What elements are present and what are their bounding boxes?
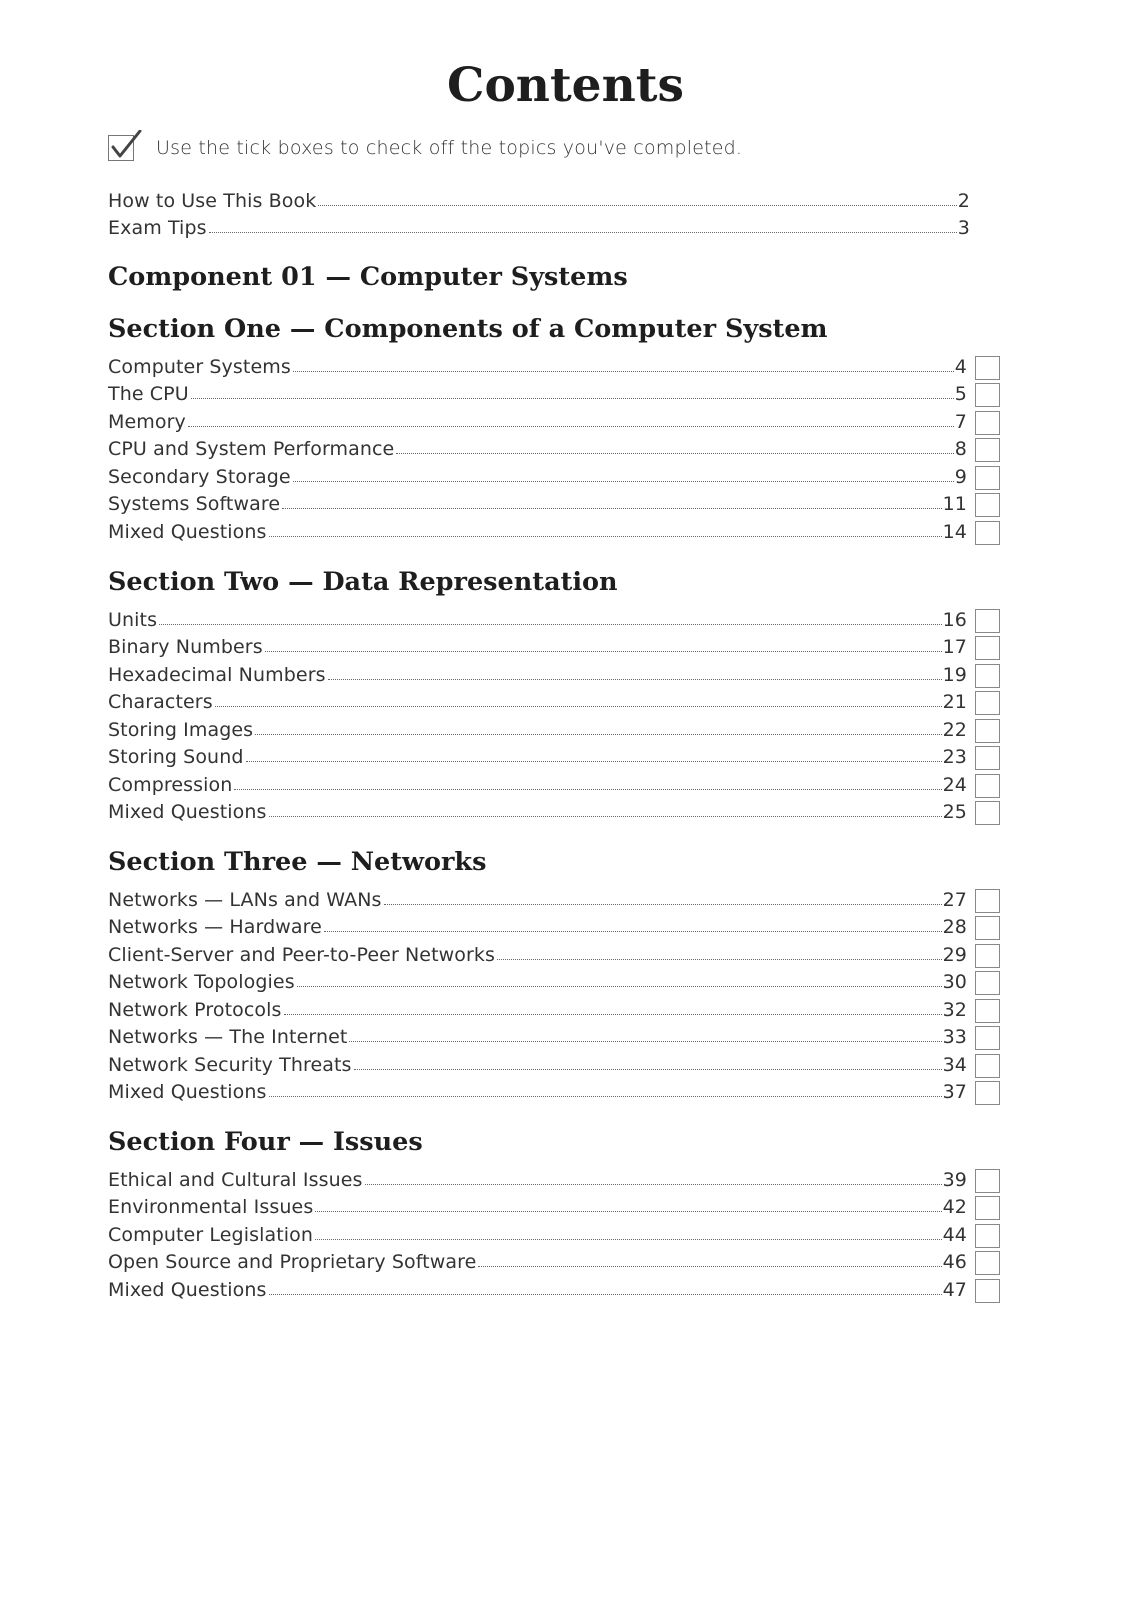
checkbox-icon[interactable] <box>975 944 1000 968</box>
toc-entry-label: Characters <box>108 691 213 713</box>
checkbox-icon[interactable] <box>975 356 1000 380</box>
toc-entry-label: Mixed Questions <box>108 1081 267 1103</box>
dot-leader <box>293 480 954 482</box>
toc-entry-label: How to Use This Book <box>108 189 317 212</box>
dot-leader <box>297 985 942 987</box>
toc-entry <box>108 212 970 240</box>
toc-entry-page: 37 <box>942 1081 967 1103</box>
component-heading: Component 01 — Computer Systems <box>108 262 628 292</box>
toc-entry-label: CPU and System Performance <box>108 438 395 460</box>
toc-entry-page: 32 <box>942 998 967 1021</box>
dot-leader <box>191 397 954 399</box>
toc-entry <box>108 966 1000 994</box>
toc-entry <box>108 1191 1000 1219</box>
dot-leader <box>315 1210 941 1212</box>
toc-entry-page: 25 <box>942 801 967 823</box>
dot-leader <box>315 1238 942 1240</box>
dot-leader <box>324 930 942 932</box>
dot-leader <box>328 678 942 680</box>
dot-leader <box>293 370 954 372</box>
section-heading: Section Two — Data Representation <box>108 567 618 597</box>
toc-entry-label: Mixed Questions <box>108 1278 267 1301</box>
toc-entry <box>108 768 1000 796</box>
toc-entry-page: 21 <box>942 691 967 713</box>
checkbox-icon[interactable] <box>975 466 1000 490</box>
dot-leader <box>349 1040 941 1042</box>
toc-entry <box>108 433 1000 461</box>
toc-entry-label: Memory <box>108 410 186 433</box>
toc-entry <box>108 1021 1000 1049</box>
checkbox-icon[interactable] <box>975 774 1000 798</box>
checkbox-icon[interactable] <box>975 999 1000 1023</box>
section-two <box>108 565 1000 823</box>
toc-entry-label: Systems Software <box>108 493 281 515</box>
checkbox-icon[interactable] <box>975 746 1000 770</box>
toc-entry-label: Compression <box>108 773 233 796</box>
dot-leader <box>354 1068 942 1070</box>
toc-entry-page: 8 <box>954 438 967 460</box>
toc-entry-label: Client-Server and Peer-to-Peer Networks <box>108 943 496 966</box>
dot-leader <box>269 815 942 817</box>
toc-entry <box>108 741 1000 769</box>
dot-leader <box>396 452 953 454</box>
toc-entry-label: Computer Systems <box>108 355 291 378</box>
dot-leader <box>255 733 941 735</box>
section-heading: Section Three — Networks <box>108 847 487 877</box>
toc-entry <box>108 883 1000 911</box>
dot-leader <box>188 425 954 427</box>
dot-leader <box>384 903 942 905</box>
toc-entry-label: Units <box>108 608 158 631</box>
toc-entry-label: Networks — The Internet <box>108 1026 348 1048</box>
checkbox-icon[interactable] <box>975 521 1000 545</box>
dot-leader <box>209 231 957 233</box>
checkbox-icon[interactable] <box>975 411 1000 435</box>
toc-entry-page: 14 <box>942 520 967 543</box>
toc-entry-label: Networks — Hardware <box>108 916 322 938</box>
toc-entry <box>108 713 1000 741</box>
toc-entry <box>108 405 1000 433</box>
checkbox-icon[interactable] <box>975 493 1000 517</box>
dot-leader <box>159 623 942 625</box>
toc-entry <box>108 1246 1000 1274</box>
toc-entry-page: 30 <box>942 971 967 993</box>
checkbox-icon[interactable] <box>975 438 1000 462</box>
checkbox-icon[interactable] <box>975 609 1000 633</box>
checkbox-icon[interactable] <box>975 801 1000 825</box>
toc-entry-page: 16 <box>942 608 967 631</box>
toc-entry-page: 19 <box>942 663 967 686</box>
checkbox-icon[interactable] <box>975 1251 1000 1275</box>
checkbox-icon[interactable] <box>975 664 1000 688</box>
toc-entry-label: Networks — LANs and WANs <box>108 888 382 911</box>
toc-entry-label: Ethical and Cultural Issues <box>108 1168 363 1191</box>
instruction-text: Use the tick boxes to check off the topics you've completed. <box>156 137 743 159</box>
toc-entry <box>108 603 1000 631</box>
toc-entry-page: 47 <box>942 1278 967 1301</box>
toc-entry-page: 28 <box>942 916 967 938</box>
toc-entry-page: 11 <box>942 493 967 515</box>
toc-entry <box>108 378 1000 406</box>
toc-entry-page: 44 <box>942 1223 967 1246</box>
toc-entry-page: 7 <box>954 410 967 433</box>
checkbox-icon[interactable] <box>975 1081 1000 1105</box>
toc-entry-page: 3 <box>957 217 970 239</box>
dot-leader <box>318 204 957 206</box>
dot-leader <box>282 507 941 509</box>
toc-entry-label: Mixed Questions <box>108 520 267 543</box>
intro-entries <box>108 184 970 239</box>
section-heading: Section One — Components of a Computer System <box>108 314 828 344</box>
toc-entry-label: Open Source and Proprietary Software <box>108 1251 477 1273</box>
checkbox-icon[interactable] <box>975 1279 1000 1303</box>
checkbox-icon[interactable] <box>975 1224 1000 1248</box>
toc-entry <box>108 1048 1000 1076</box>
dot-leader <box>478 1265 941 1267</box>
toc-entry-label: Exam Tips <box>108 217 207 239</box>
instruction-row <box>108 132 742 164</box>
checkbox-icon[interactable] <box>975 1026 1000 1050</box>
toc-entry <box>108 686 1000 714</box>
toc-entry-page: 46 <box>942 1251 967 1273</box>
toc-entry-label: The CPU <box>108 383 189 405</box>
toc-entry <box>108 658 1000 686</box>
toc-entry-page: 27 <box>942 888 967 911</box>
toc-entry <box>108 184 970 212</box>
toc-entry-page: 33 <box>942 1026 967 1048</box>
section-one <box>108 312 1000 543</box>
toc-entry <box>108 1273 1000 1301</box>
toc-entry-label: Network Protocols <box>108 998 282 1021</box>
dot-leader <box>269 1095 942 1097</box>
checkbox-icon[interactable] <box>975 691 1000 715</box>
checkbox-icon[interactable] <box>975 1196 1000 1220</box>
toc-entry-page: 24 <box>942 773 967 796</box>
dot-leader <box>234 788 941 790</box>
checkbox-icon[interactable] <box>975 1054 1000 1078</box>
toc-entry-page: 17 <box>942 636 967 658</box>
section-three <box>108 845 1000 1103</box>
dot-leader <box>269 1293 942 1295</box>
dot-leader <box>365 1183 942 1185</box>
toc-entry-page: 39 <box>942 1168 967 1191</box>
toc-entry-page: 29 <box>942 943 967 966</box>
toc-entry <box>108 488 1000 516</box>
section-four <box>108 1125 1000 1301</box>
toc-entry-page: 42 <box>942 1196 967 1218</box>
toc-entry <box>108 911 1000 939</box>
toc-entry <box>108 515 1000 543</box>
toc-entry-label: Computer Legislation <box>108 1223 313 1246</box>
toc-entry-page: 9 <box>954 465 967 488</box>
toc-entry-label: Network Security Threats <box>108 1053 352 1076</box>
dot-leader <box>497 958 942 960</box>
toc-entry <box>108 796 1000 824</box>
toc-entry-label: Mixed Questions <box>108 801 267 823</box>
toc-entry <box>108 1163 1000 1191</box>
checkmark-icon <box>108 135 134 161</box>
toc-entry-page: 34 <box>942 1053 967 1076</box>
toc-entry-page: 2 <box>957 189 970 212</box>
section-heading: Section Four — Issues <box>108 1127 423 1157</box>
checkbox-icon[interactable] <box>975 889 1000 913</box>
toc-entry <box>108 1076 1000 1104</box>
toc-entry-label: Storing Images <box>108 718 254 741</box>
dot-leader <box>215 705 942 707</box>
dot-leader <box>265 650 942 652</box>
toc-entry <box>108 1218 1000 1246</box>
checkbox-icon[interactable] <box>975 636 1000 660</box>
checkbox-icon[interactable] <box>975 719 1000 743</box>
toc-entry <box>108 460 1000 488</box>
toc-entry <box>108 350 1000 378</box>
toc-entry-label: Secondary Storage <box>108 465 291 488</box>
dot-leader <box>269 535 942 537</box>
toc-entry-page: 5 <box>954 383 967 405</box>
checkbox-icon[interactable] <box>975 916 1000 940</box>
checkbox-icon[interactable] <box>975 383 1000 407</box>
checkbox-icon[interactable] <box>975 1169 1000 1193</box>
dot-leader <box>284 1013 942 1015</box>
checkbox-icon[interactable] <box>975 971 1000 995</box>
dot-leader <box>246 760 942 762</box>
toc-entry <box>108 938 1000 966</box>
page-title: Contents <box>447 58 684 113</box>
toc-entry-label: Hexadecimal Numbers <box>108 663 326 686</box>
toc-entry-page: 4 <box>954 355 967 378</box>
toc-entry-label: Environmental Issues <box>108 1196 314 1218</box>
toc-entry <box>108 993 1000 1021</box>
toc-entry-label: Network Topologies <box>108 971 295 993</box>
toc-entry-label: Binary Numbers <box>108 636 263 658</box>
toc-entry-label: Storing Sound <box>108 746 244 768</box>
toc-entry-page: 22 <box>942 718 967 741</box>
toc-entry <box>108 631 1000 659</box>
toc-entry-page: 23 <box>942 746 967 768</box>
